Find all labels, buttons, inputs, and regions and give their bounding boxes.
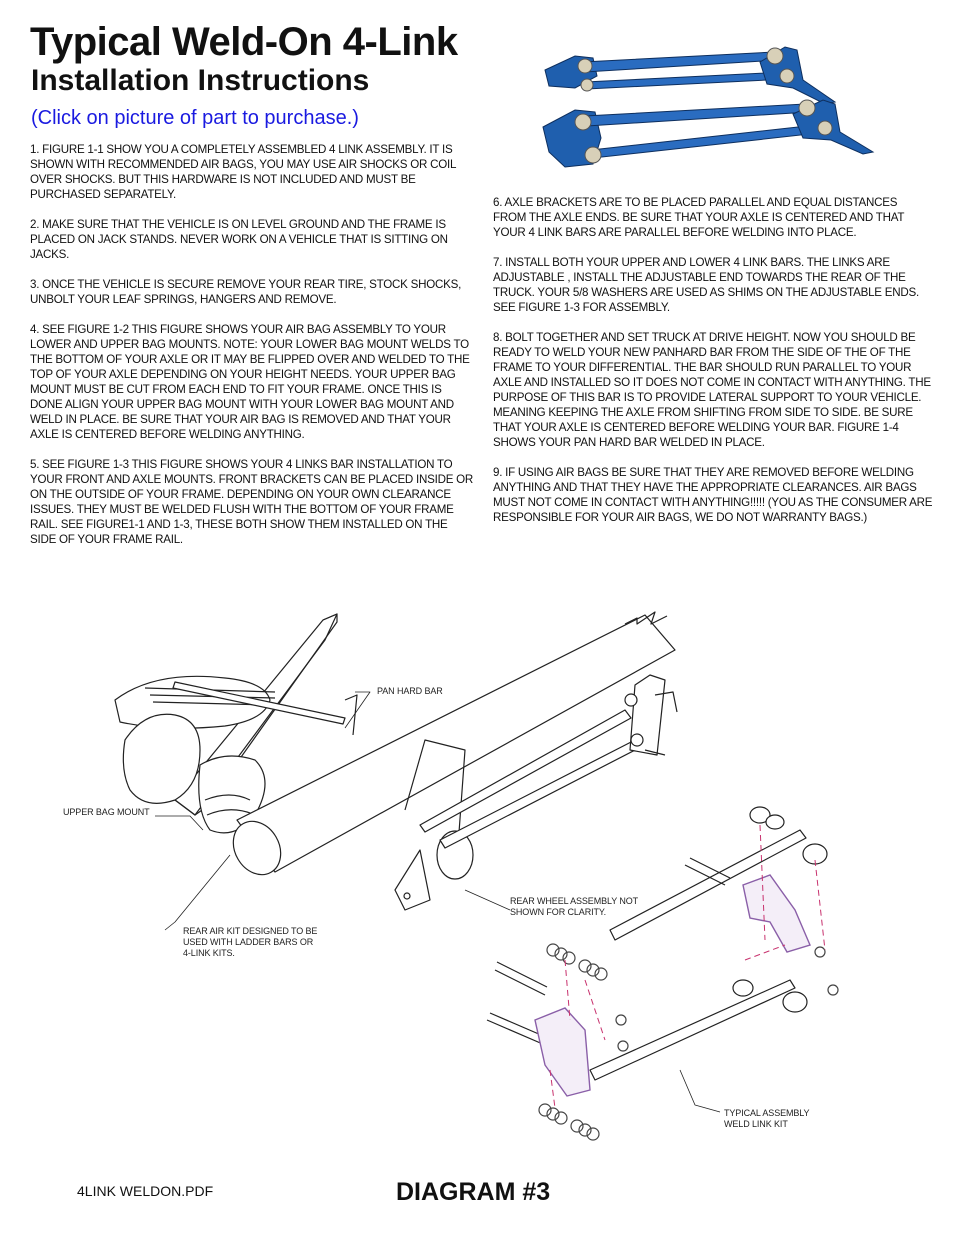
instructions-right-column bbox=[493, 195, 933, 540]
instruction-step-5: 5. SEE FIGURE 1-3 THIS FIGURE SHOWS YOUR 4 LINKS BAR INSTALLATION TO YOUR FRONT AND AXLE MOUNTS. FRONT BRACKETS CAN BE PLACED INSIDE OR ON THE OUTSIDE OF YOUR FRAME. DEPENDING ON YOUR OWN CLEARANCE ISSUES. THEY MUST BE WELDED FLUSH WITH THE BOTTOM OF YOUR FRAME RAIL. SEE FIGURE1-1 AND 1-3, THESE BOTH SHOW THEM INSTALLED ON THE SIDE OF YOUR FRAME RAIL. bbox=[30, 458, 474, 546]
instruction-step-2: 2. MAKE SURE THAT THE VEHICLE IS ON LEVEL GROUND AND THE FRAME IS PLACED ON JACK STANDS. NEVER WORK ON A VEHICLE THAT IS SITTING ON JACKS. bbox=[30, 218, 448, 261]
instruction-step-1: 1. FIGURE 1-1 SHOW YOU A COMPLETELY ASSEMBLED 4 LINK ASSEMBLY. IT IS SHOWN WITH RECOMMENDED AIR BAGS, YOU MAY USE AIR SHOCKS OR COIL OVER SHOCKS. BUT THIS HARDWARE IS NOT INCLUDED AND MUST BE PURCHASED SEPARATELY. bbox=[30, 143, 456, 201]
instruction-step-3: 3. ONCE THE VEHICLE IS SECURE REMOVE YOUR REAR TIRE, STOCK SHOCKS, UNBOLT YOUR LEAF SPRINGS, HANGERS AND REMOVE. bbox=[30, 278, 462, 306]
page-title: Typical Weld-On 4-Link bbox=[30, 20, 458, 64]
instruction-step-7: 7. INSTALL BOTH YOUR UPPER AND LOWER 4 LINK BARS. THE LINKS ARE ADJUSTABLE , INSTALL THE ADJUSTABLE END TOWARDS THE REAR OF THE TRUCK. YOUR 5/8 WASHERS ARE USED AS SHIMS ON THE ADJUSTABLE ENDS. SEE FIGURE 1-3 FOR ASSEMBLY. bbox=[493, 256, 919, 314]
instruction-step-6: 6. AXLE BRACKETS ARE TO BE PLACED PARALLEL AND EQUAL DISTANCES FROM THE AXLE ENDS. BE SURE THAT YOUR AXLE IS CENTERED AND THAT YOUR 4 LINK BARS ARE PARALLEL BEFORE WELDING INTO PLACE. bbox=[493, 196, 904, 239]
diagram-number: DIAGRAM #3 bbox=[396, 1178, 551, 1206]
instruction-step-8: 8. BOLT TOGETHER AND SET TRUCK AT DRIVE HEIGHT. NOW YOU SHOULD BE READY TO WELD YOUR NEW PANHARD BAR FROM THE SIDE OF THE OF THE FRAME TO YOUR DIFFERENTIAL. THE BAR SHOULD RUN PARALLEL TO YOUR AXLE AND INSTALLED SO IT DOES NOT COME IN CONTACT WITH ANYTHING. THE PURPOSE OF THIS BAR IS TO PROVIDE LATERAL SUPPORT TO YOUR VEHICLE. MEANING KEEPING THE AXLE FROM SHIFTING FROM SIDE TO SIDE. BE SURE THAT YOUR AXLE IS CENTERED BEFORE WELDING YOUR BAR. FIGURE 1-4 SHOWS YOUR PAN HARD BAR WELDED IN PLACE. bbox=[493, 331, 931, 449]
footer-filename: 4LINK WELDON.PDF bbox=[77, 1183, 214, 1199]
purchase-link[interactable]: (Click on picture of part to purchase.) bbox=[31, 107, 359, 129]
label-rear-air-kit: REAR AIR KIT DESIGNED TO BE USED WITH LADDER BARS OR 4-LINK KITS. bbox=[183, 926, 318, 958]
label-rear-wheel: REAR WHEEL ASSEMBLY NOT SHOWN FOR CLARITY. bbox=[510, 896, 638, 917]
4-link-kit-photo[interactable] bbox=[535, 42, 890, 177]
label-typical-assembly: TYPICAL ASSEMBLY WELD LINK KIT bbox=[724, 1108, 810, 1129]
upper-link-assembly-image bbox=[545, 47, 835, 104]
instruction-step-4: 4. SEE FIGURE 1-2 THIS FIGURE SHOWS YOUR AIR BAG ASSEMBLY TO YOUR LOWER AND UPPER BAG MOUNTS. NOTE: YOUR LOWER BAG MOUNT WELDS TO THE BOTTOM OF YOUR AXLE OR IT MAY BE FLIPPED OVER AND WELDED TO THE TOP OF YOUR AXLE DEPENDING ON YOUR HEIGHT NEEDS. YOUR UPPER BAG MOUNT MUST BE CUT FROM EACH END TO FIT YOUR FRAME. ONCE THIS IS DONE ALIGN YOUR UPPER BAG MOUNT WITH YOUR LOWER BAG MOUNT AND WELD IN PLACE. BE SURE THAT YOUR AIR BAG IS REMOVED AND THAT YOUR AXLE IS CENTERED BEFORE WELDING ANYTHING. bbox=[30, 323, 470, 441]
label-upper-bag-mount: UPPER BAG MOUNT bbox=[63, 807, 150, 817]
assembly-diagram bbox=[25, 600, 935, 1160]
exploded-assembly-drawing bbox=[487, 807, 838, 1140]
instructions-left-column bbox=[30, 142, 475, 562]
instruction-step-9: 9. IF USING AIR BAGS BE SURE THAT THEY ARE REMOVED BEFORE WELDING ANYTHING AND THAT THEY HAVE THE APPROPRIATE CLEARANCES. AIR BAGS MUST NOT COME IN CONTACT WITH ANYTHING!!!!! (YOU AS THE CONSUMER ARE RESPONSIBLE FOR YOUR AIR BAGS, WE DO NOT WARRANTY BAGS.) bbox=[493, 466, 933, 524]
lower-link-assembly-image bbox=[543, 100, 873, 167]
label-pan-hard-bar: PAN HARD BAR bbox=[377, 686, 443, 696]
page-subtitle: Installation Instructions bbox=[31, 64, 370, 97]
